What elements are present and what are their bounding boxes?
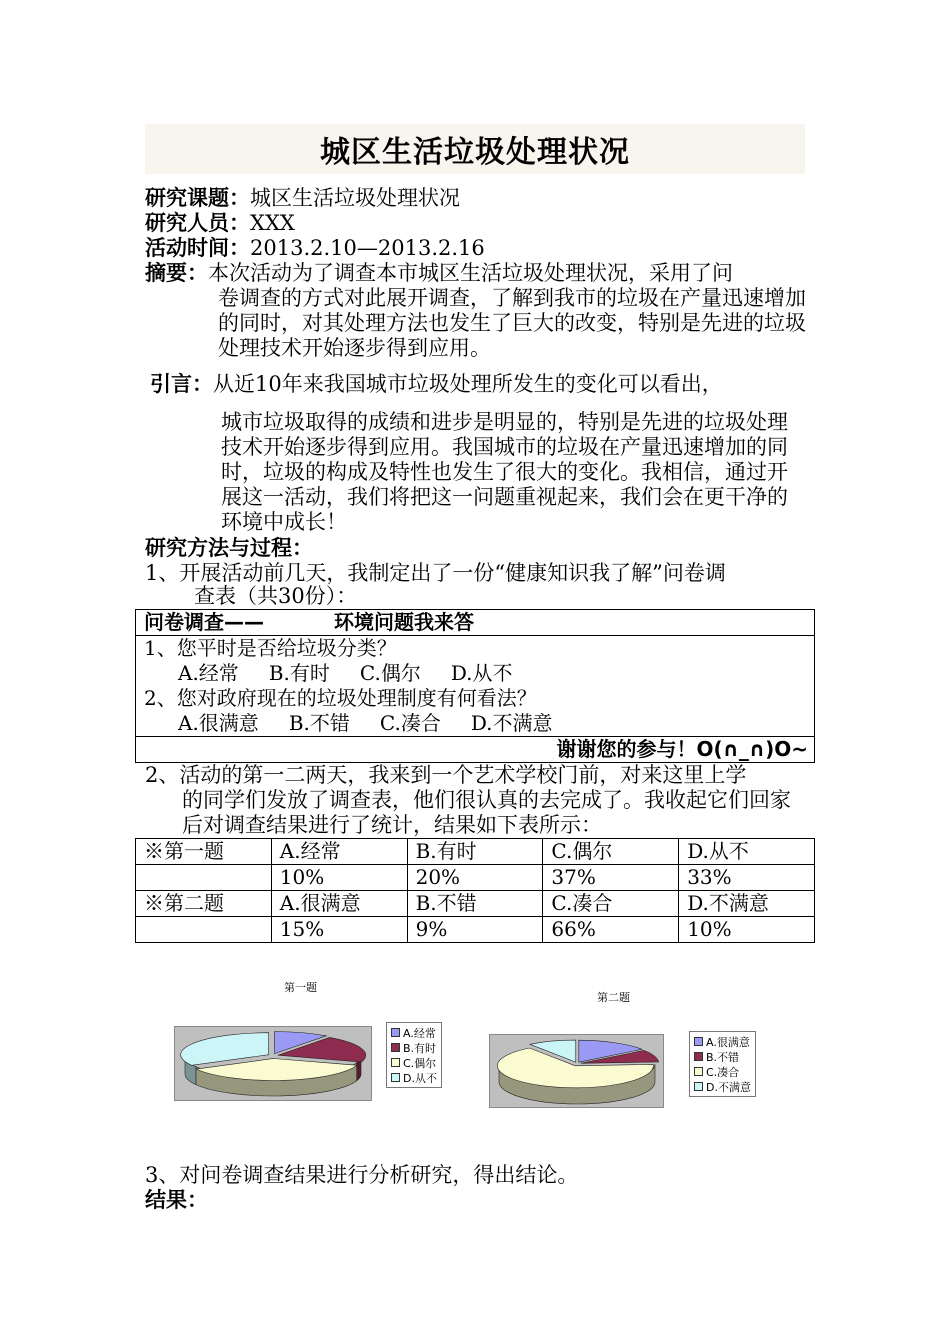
- chart-1-legend: [386, 1022, 442, 1088]
- legend-swatch: [391, 1073, 400, 1082]
- q1-option-b: B.有时: [268, 661, 330, 685]
- chart-1-pie: [174, 1026, 372, 1101]
- step1-rest: 查表（共30份）：: [194, 584, 358, 608]
- time-label: 活动时间：: [145, 236, 250, 260]
- legend-swatch: [391, 1043, 400, 1052]
- chart-1-title: 第一题: [284, 981, 317, 994]
- legend-label: B.不错: [706, 1050, 740, 1064]
- survey-header: [136, 610, 815, 636]
- table-cell: ※第一题: [136, 839, 272, 865]
- survey-table: [135, 609, 815, 763]
- table-cell: D.从不: [679, 839, 815, 865]
- abstract-first-line: [145, 261, 733, 286]
- table-row: [136, 891, 815, 917]
- abstract-first: 本次活动为了调查本市城区生活垃圾处理状况，采用了问: [208, 261, 733, 285]
- table-row: [136, 839, 815, 865]
- chart-2-title: 第二题: [597, 991, 630, 1004]
- topic-label: 研究课题：: [145, 186, 250, 210]
- legend-item: [391, 1055, 437, 1070]
- table-cell: 10%: [271, 865, 407, 891]
- q2-option-d: D.不满意: [470, 711, 553, 735]
- legend-swatch: [694, 1082, 703, 1091]
- q1-option-d: D.从不: [450, 661, 513, 685]
- table-cell: B.有时: [407, 839, 543, 865]
- q1-option-a: A.经常: [178, 661, 239, 685]
- document-title: 城区生活垃圾处理状况: [320, 135, 630, 170]
- legend-label: B.有时: [403, 1041, 437, 1055]
- results-table: [135, 838, 815, 943]
- table-cell: A.很满意: [271, 891, 407, 917]
- researcher-label: 研究人员：: [145, 211, 250, 235]
- legend-label: C.偶尔: [403, 1056, 437, 1070]
- intro-first: 从近10年来我国城市垃圾处理所发生的变化可以看出，: [213, 372, 723, 396]
- survey-questions: [136, 636, 815, 737]
- legend-label: D.从不: [403, 1071, 437, 1085]
- table-cell: [136, 865, 272, 891]
- title-band: [145, 124, 805, 174]
- survey-question-2-options: [144, 711, 806, 736]
- step3: 3、对问卷调查结果进行分析研究，得出结论。: [145, 1163, 579, 1187]
- abstract-label: 摘要：: [145, 261, 208, 285]
- researcher-line: [145, 211, 295, 236]
- time-value: 2013.2.10—2013.2.16: [250, 236, 485, 260]
- table-cell: [136, 917, 272, 943]
- legend-item: [694, 1064, 751, 1079]
- step2-first: 2、活动的第一二两天，我来到一个艺术学校门前，对来这里上学: [145, 763, 747, 787]
- q1-option-c: C.偶尔: [359, 661, 421, 685]
- q2-option-b: B.不错: [288, 711, 350, 735]
- topic-line: [145, 186, 460, 211]
- chart-2-legend: [689, 1031, 756, 1097]
- researcher-value: XXX: [250, 211, 295, 235]
- result-label: 结果：: [145, 1188, 208, 1212]
- table-cell: 66%: [543, 917, 679, 943]
- table-cell: 37%: [543, 865, 679, 891]
- table-cell: ※第二题: [136, 891, 272, 917]
- survey-header-right: 环境问题我来答: [334, 610, 474, 634]
- table-cell: B.不错: [407, 891, 543, 917]
- legend-item: [694, 1034, 751, 1049]
- table-cell: 9%: [407, 917, 543, 943]
- step2-rest: 的同学们发放了调查表，他们很认真的去完成了。我收起它们回家后对调查结果进行了统计，结果如下表所示：: [182, 788, 791, 837]
- table-cell: 15%: [271, 917, 407, 943]
- table-cell: 33%: [679, 865, 815, 891]
- legend-item: [694, 1079, 751, 1094]
- legend-label: A.很满意: [706, 1035, 750, 1049]
- legend-item: [391, 1070, 437, 1085]
- abstract-rest: 卷调查的方式对此展开调查，了解到我市的垃圾在产量迅速增加的同时，对其处理方法也发生了巨大的改变，特别是先进的垃圾处理技术开始逐步得到应用。: [218, 286, 806, 360]
- legend-swatch: [391, 1058, 400, 1067]
- table-cell: C.凑合: [543, 891, 679, 917]
- legend-label: A.经常: [403, 1026, 436, 1040]
- table-row: [136, 865, 815, 891]
- legend-swatch: [694, 1067, 703, 1076]
- table-cell: 10%: [679, 917, 815, 943]
- intro-first-line: [150, 372, 723, 397]
- time-line: [145, 236, 485, 261]
- q2-option-c: C.凑合: [379, 711, 441, 735]
- legend-label: C.凑合: [706, 1065, 740, 1079]
- survey-header-left: 问卷调查——: [144, 610, 264, 634]
- table-cell: D.不满意: [679, 891, 815, 917]
- table-row: [136, 917, 815, 943]
- table-cell: A.经常: [271, 839, 407, 865]
- legend-item: [694, 1049, 751, 1064]
- topic-value: 城区生活垃圾处理状况: [250, 186, 460, 210]
- survey-question-2: 2、您对政府现在的垃圾处理制度有何看法？: [144, 686, 537, 710]
- q2-option-a: A.很满意: [178, 711, 259, 735]
- chart-2-pie: [489, 1034, 664, 1108]
- legend-label: D.不满意: [706, 1080, 751, 1094]
- legend-swatch: [391, 1028, 400, 1037]
- intro-rest: 城市垃圾取得的成绩和进步是明显的，特别是先进的垃圾处理技术开始逐步得到应用。我国城市的垃圾在产量迅速增加的同时，垃圾的构成及特性也发生了很大的变化。我相信，通过开展这一活动，我们将把这一问题重视起来，我们会在更干净的环境中成长！: [221, 410, 788, 534]
- survey-thanks: 谢谢您的参与！O(∩_∩)O~: [136, 737, 815, 763]
- legend-item: [391, 1040, 437, 1055]
- method-label: 研究方法与过程：: [145, 536, 313, 560]
- table-cell: C.偶尔: [543, 839, 679, 865]
- legend-swatch: [694, 1052, 703, 1061]
- survey-question-1: 1、您平时是否给垃圾分类？: [144, 636, 397, 660]
- legend-item: [391, 1025, 437, 1040]
- intro-label: 引言：: [150, 372, 213, 396]
- survey-question-1-options: [144, 661, 806, 686]
- step1-first: 1、开展活动前几天，我制定出了一份“健康知识我了解”问卷调: [145, 561, 726, 585]
- legend-swatch: [694, 1037, 703, 1046]
- table-cell: 20%: [407, 865, 543, 891]
